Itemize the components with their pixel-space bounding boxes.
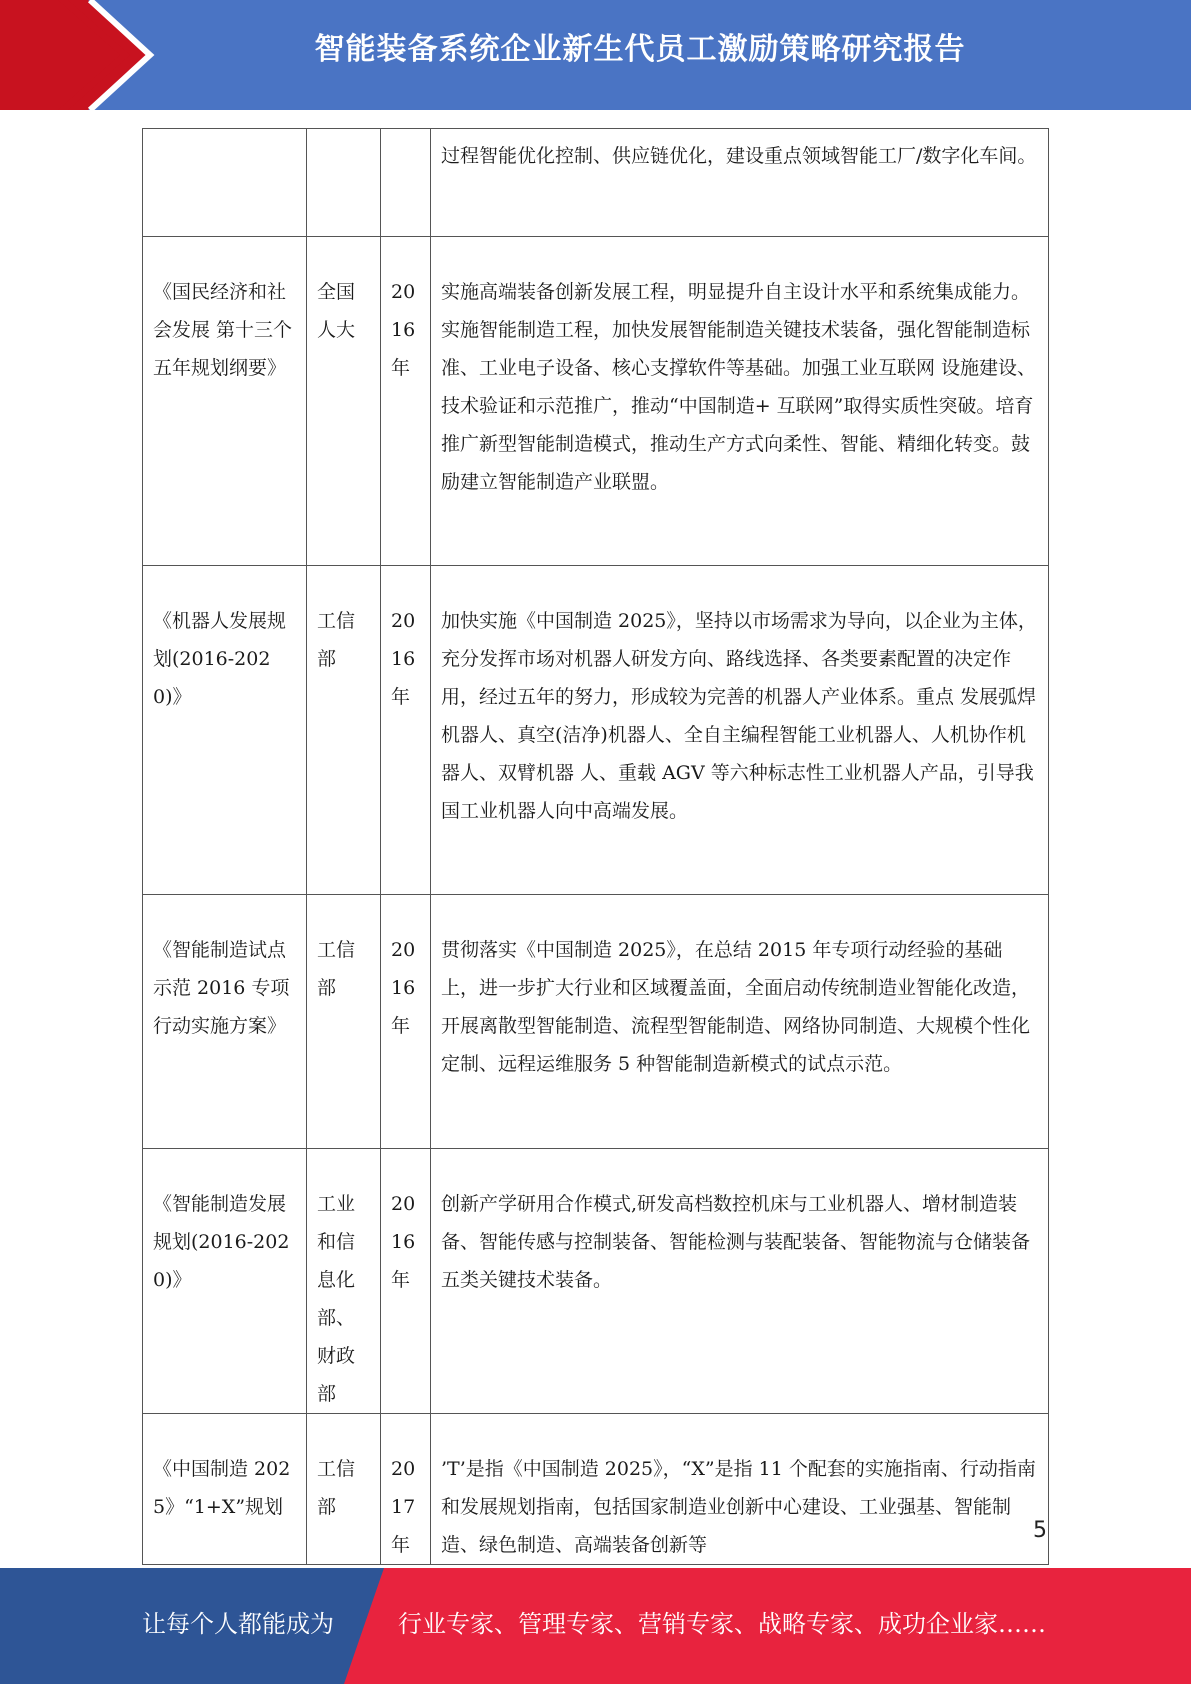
- policy-name-cell: 《智能制造试点示范 2016 专项行动实施方案》: [143, 895, 307, 1149]
- page-header: [0, 0, 1191, 110]
- issuer-cell: [307, 129, 381, 237]
- table-row: [143, 237, 1049, 566]
- content-cell: ’T’是指《中国制造 2025》，“X”是指 11 个配套的实施指南、行动指南和发展规划指南，包括国家制造业创新中心建设、工业强基、智能制造、绿色制造、高端装备创新等: [431, 1414, 1049, 1565]
- issuer-cell: 工信部: [307, 895, 381, 1149]
- table-row: [143, 1414, 1049, 1565]
- year-cell: 2016年: [381, 237, 431, 566]
- policy-name-cell: 《中国制造 2025》“1+X”规划: [143, 1414, 307, 1565]
- policy-table: [142, 128, 1049, 1565]
- content-cell: 实施高端装备创新发展工程，明显提升自主设计水平和系统集成能力。实施智能制造工程，加快发展智能制造关键技术装备，强化智能制造标准、工业电子设备、核心支撑软件等基础。加强工业互联网 设施建设、技术验证和示范推广，推动“中国制造+ 互联网”取得实质性突破。培育推广新型智能制造模式，推动生产方式向柔性、智能、精细化转变。鼓励建立智能制造产业联盟。: [431, 237, 1049, 566]
- policy-name-cell: 《国民经济和社会发展 第十三个五年规划纲要》: [143, 237, 307, 566]
- issuer-cell: 工业和信 息化部、财政部: [307, 1149, 381, 1414]
- table-row: [143, 566, 1049, 895]
- issuer-cell: 工信部: [307, 566, 381, 895]
- content-cell: 加快实施《中国制造 2025》，坚持以市场需求为导向，以企业为主体，充分发挥市场对机器人研发方向、路线选择、各类要素配置的决定作用，经过五年的努力，形成较为完善的机器人产业体系。重点 发展弧焊机器人、真空(洁净)机器人、全自主编程智能工业机器人、人机协作机器人、双臂机器 人、重载 AGV 等六种标志性工业机器人产品，引导我国工业机器人向中高端发展。: [431, 566, 1049, 895]
- year-cell: 2016年: [381, 566, 431, 895]
- year-cell: [381, 129, 431, 237]
- content-cell: 贯彻落实《中国制造 2025》，在总结 2015 年专项行动经验的基础上，进一步扩大行业和区域覆盖面，全面启动传统制造业智能化改造，开展离散型智能制造、流程型智能制造、网络协同制造、大规模个性化定制、远程运维服务 5 种智能制造新模式的试点示范。: [431, 895, 1049, 1149]
- year-cell: 2017年: [381, 1414, 431, 1565]
- issuer-cell: 全国人大: [307, 237, 381, 566]
- page-number: 5: [1033, 1518, 1047, 1543]
- year-cell: 2016年: [381, 895, 431, 1149]
- issuer-cell: 工信部: [307, 1414, 381, 1565]
- year-cell: 2016年: [381, 1149, 431, 1414]
- table-row: [143, 895, 1049, 1149]
- policy-name-cell: 《机器人发展规划(2016-2020)》: [143, 566, 307, 895]
- policy-name-cell: [143, 129, 307, 237]
- table-row: [143, 129, 1049, 237]
- footer-slogan-left: 让每个人都能成为: [142, 1610, 334, 1638]
- content-cell: 创新产学研用合作模式,研发高档数控机床与工业机器人、增材制造装备、智能传感与控制装备、智能检测与装配装备、智能物流与仓储装备五类关键技术装备。: [431, 1149, 1049, 1414]
- page-footer: [0, 1568, 1191, 1684]
- table-row: [143, 1149, 1049, 1414]
- footer-slogan-right: 行业专家、管理专家、营销专家、战略专家、成功企业家……: [398, 1610, 1046, 1638]
- content-cell: 过程智能优化控制、供应链优化，建设重点领域智能工厂/数字化车间。: [431, 129, 1049, 237]
- report-title: 智能装备系统企业新生代员工激励策略研究报告: [314, 32, 966, 67]
- policy-name-cell: 《智能制造发展规划(2016-2020)》: [143, 1149, 307, 1414]
